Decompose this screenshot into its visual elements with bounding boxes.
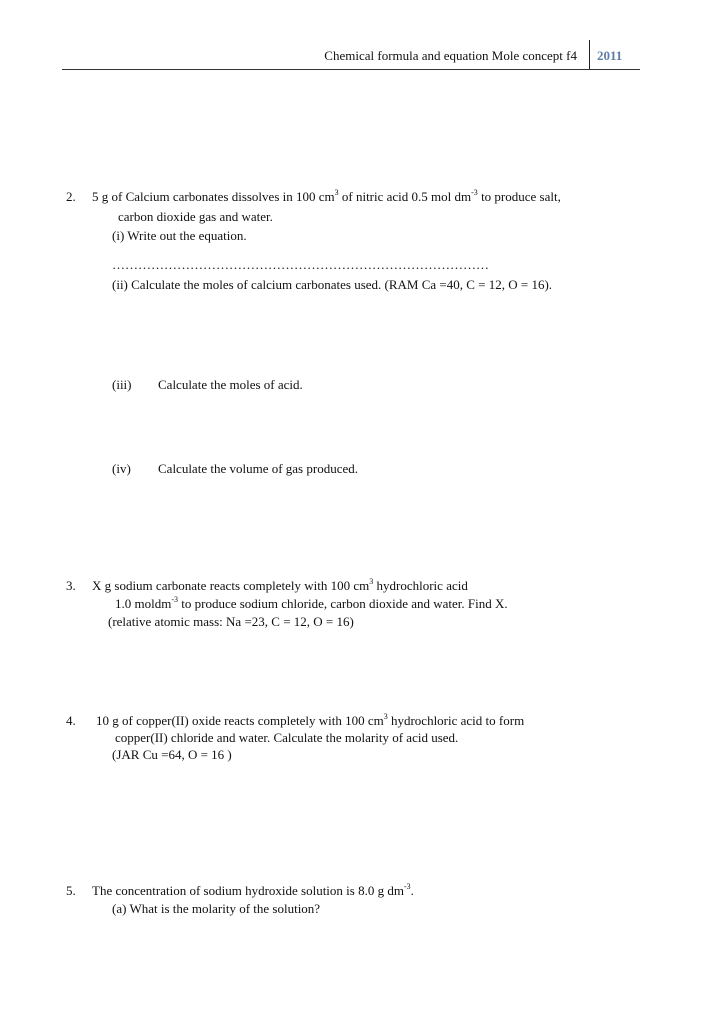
q4-line1: 10 g of copper(II) oxide reacts completely with 100 $cm^3$ hydrochloric acid to form (96, 711, 525, 728)
q2-part-i: (i) Write out the equation. (112, 228, 247, 243)
header-title: Chemical formula and equation Mole concept f4 (324, 48, 577, 63)
header-separator (589, 40, 590, 70)
q2-line2: carbon dioxide gas and water. (118, 209, 273, 224)
q3-line2: 1.0 moldm$^{-3}$ to produce sodium chloride, carbon dioxide and water. Find X. (115, 594, 508, 611)
q2-part-iv-text: Calculate the volume of gas produced. (158, 461, 358, 476)
q5-part-a: (a) What is the molarity of the solution? (112, 901, 321, 916)
q4-line2: copper(II) chloride and water. Calculate the molarity of acid used. (115, 730, 459, 745)
q2-part-iv-number: (iv) (112, 461, 131, 476)
q2-part-ii: (ii) Calculate the moles of calcium carbonates used. (RAM Ca =40, C = 12, O = 16). (112, 277, 553, 292)
q3-line1: X g sodium carbonate reacts completely with 100 $cm^3$ hydrochloric acid (92, 576, 468, 593)
q2-line1: 5 g of Calcium carbonates dissolves in 100 $cm^3$ of nitric acid 0.5 mol $dm^{-3}$ to produce salt, (92, 187, 561, 204)
q4-line3: (JAR Cu =64, O = 16 ) (112, 747, 232, 762)
q2-part-iii-text: Calculate the moles of acid. (158, 377, 303, 392)
q2-number: 2. (66, 189, 76, 204)
q3-number: 3. (66, 578, 76, 593)
header-year: 2011 (597, 48, 623, 63)
q5-number: 5. (66, 883, 76, 898)
q3-line3: (relative atomic mass: Na =23, C = 12, O = 16) (108, 614, 354, 629)
q5-line1: The concentration of sodium hydroxide solution is 8.0 g $dm^{-3}$. (92, 881, 414, 898)
q4-number: 4. (66, 713, 76, 728)
header-rule (62, 69, 640, 70)
q2-answer-dots: …………………………………………………………………………… (112, 257, 489, 272)
q2-part-iii-number: (iii) (112, 377, 132, 392)
